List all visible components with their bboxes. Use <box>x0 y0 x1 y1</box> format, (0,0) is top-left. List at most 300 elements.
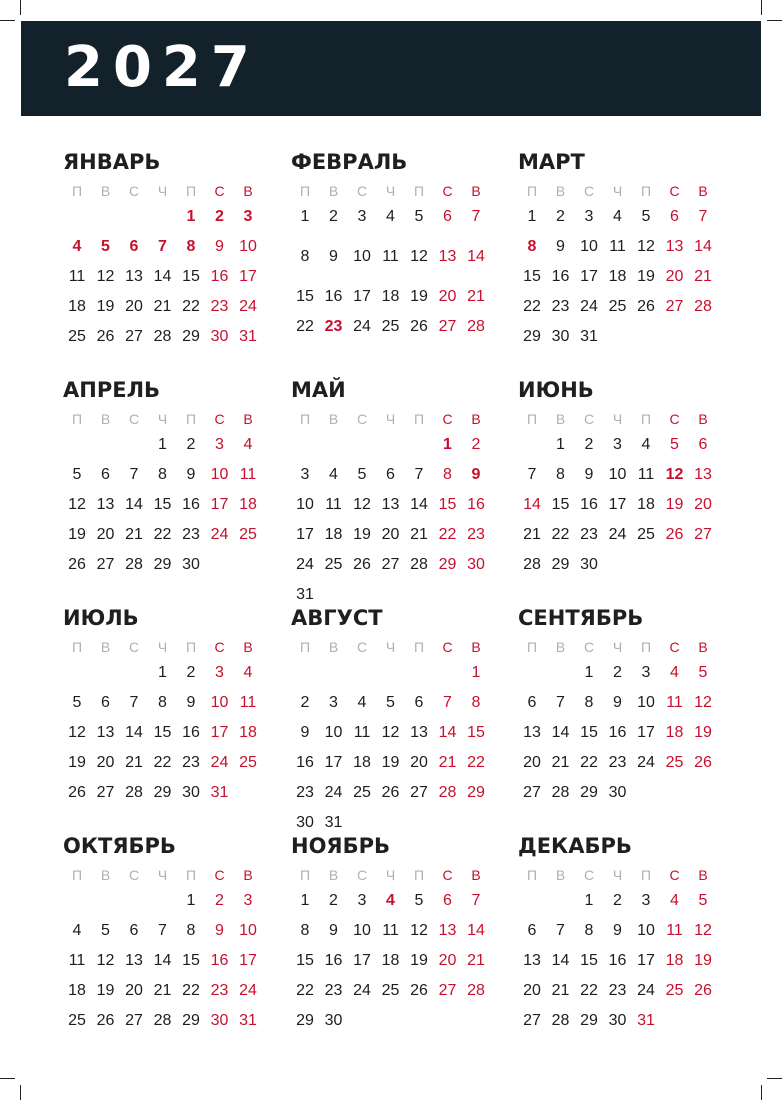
day-cell: 6 <box>129 922 139 939</box>
day-cell: 7 <box>698 208 708 225</box>
weekday-header: П <box>640 867 652 883</box>
weekday-header: П <box>185 183 197 199</box>
day-cell: 8 <box>158 694 167 711</box>
day-cell: 29 <box>296 1012 314 1029</box>
day-cell: 24 <box>296 556 314 573</box>
day-cell: 25 <box>381 318 400 335</box>
day-cell: 30 <box>324 1012 343 1029</box>
day-cell: 18 <box>239 496 257 513</box>
day-cell: 21 <box>153 298 172 315</box>
weekday-header: В <box>328 639 339 655</box>
day-cell: 12 <box>68 496 86 513</box>
day-cell: 11 <box>353 724 371 741</box>
day-cell: 27 <box>125 1012 143 1029</box>
weekday-header: С <box>128 183 140 199</box>
day-cell: 16 <box>608 952 627 969</box>
day-cell: 9 <box>329 922 338 939</box>
day-cell: 11 <box>637 466 655 483</box>
day-cell: 3 <box>641 664 651 681</box>
day-cell: 23 <box>182 754 200 771</box>
day-cell: 29 <box>580 784 598 801</box>
day-cell: 18 <box>68 298 86 315</box>
day-cell: 17 <box>296 526 314 543</box>
day-cell: 5 <box>72 694 82 711</box>
day-cell: 25 <box>68 328 86 345</box>
month-block <box>63 834 273 1049</box>
day-cell: 3 <box>613 436 622 453</box>
day-cell: 29 <box>551 556 570 573</box>
day-cell: 18 <box>324 526 343 543</box>
weekday-header: С <box>214 183 225 199</box>
month-name: НОЯБРЬ <box>291 834 391 858</box>
weekday-header: С <box>669 639 680 655</box>
day-cell: 11 <box>239 466 257 483</box>
day-cell: 21 <box>153 982 172 999</box>
day-cell: 15 <box>438 496 457 513</box>
day-cell: 28 <box>467 982 485 999</box>
weekday-header: П <box>526 639 538 655</box>
weekday-header: С <box>214 639 225 655</box>
weekday-header: В <box>328 183 339 199</box>
weekday-header: В <box>471 183 481 199</box>
weekday-header: Ч <box>612 183 623 199</box>
weekday-header: П <box>71 411 83 427</box>
day-cell: 28 <box>523 556 541 573</box>
day-cell: 22 <box>580 754 598 771</box>
day-cell: 26 <box>410 982 428 999</box>
day-cell: 21 <box>410 526 428 543</box>
day-cell: 2 <box>186 664 196 681</box>
day-cell: 9 <box>471 466 481 483</box>
weekday-header: С <box>583 183 595 199</box>
weekday-header: П <box>413 867 425 883</box>
day-cell: 1 <box>186 208 196 225</box>
day-cell: 23 <box>551 298 570 315</box>
day-cell: 25 <box>637 526 655 543</box>
day-cell: 18 <box>381 952 400 969</box>
month-block <box>291 150 501 365</box>
day-cell: 12 <box>694 694 712 711</box>
weekday-header: П <box>71 183 83 199</box>
day-cell: 11 <box>382 922 399 939</box>
day-cell: 7 <box>129 694 139 711</box>
weekday-header: В <box>698 183 708 199</box>
day-cell: 14 <box>125 496 143 513</box>
day-cell: 2 <box>613 664 622 681</box>
day-cell: 6 <box>386 466 395 483</box>
crop-mark-bottom-right-v <box>761 1085 762 1100</box>
day-cell: 14 <box>523 496 541 513</box>
day-cell: 23 <box>296 784 314 801</box>
weekday-header: П <box>526 411 538 427</box>
day-cell: 4 <box>670 664 679 681</box>
day-cell: 12 <box>665 466 684 483</box>
day-cell: 8 <box>527 238 537 255</box>
day-cell: 14 <box>467 248 485 265</box>
day-cell: 31 <box>239 328 257 345</box>
day-cell: 22 <box>467 754 485 771</box>
month-name: ЯНВАРЬ <box>63 150 161 174</box>
day-cell: 2 <box>471 436 481 453</box>
weekday-header: П <box>299 867 311 883</box>
day-cell: 26 <box>637 298 655 315</box>
day-cell: 20 <box>125 982 143 999</box>
day-cell: 8 <box>300 248 310 265</box>
day-cell: 22 <box>438 526 457 543</box>
day-cell: 8 <box>471 694 481 711</box>
day-cell: 3 <box>641 892 651 909</box>
day-cell: 3 <box>357 208 367 225</box>
day-cell: 21 <box>125 754 143 771</box>
weekday-header: С <box>214 411 225 427</box>
day-cell: 28 <box>410 556 428 573</box>
day-cell: 9 <box>215 238 224 255</box>
day-cell: 12 <box>694 922 712 939</box>
day-cell: 13 <box>523 952 541 969</box>
day-cell: 30 <box>296 814 314 831</box>
weekday-header: В <box>471 867 481 883</box>
day-cell: 17 <box>324 754 343 771</box>
weekday-header: П <box>299 639 311 655</box>
month-block <box>518 150 728 365</box>
crop-mark-top-right-v <box>761 0 762 15</box>
day-cell: 2 <box>300 694 310 711</box>
day-cell: 4 <box>243 664 253 681</box>
day-cell: 9 <box>613 694 622 711</box>
day-cell: 28 <box>694 298 712 315</box>
day-cell: 24 <box>324 784 343 801</box>
day-cell: 23 <box>210 298 229 315</box>
day-cell: 29 <box>182 1012 200 1029</box>
day-cell: 29 <box>153 784 172 801</box>
day-cell: 6 <box>443 892 452 909</box>
day-cell: 13 <box>523 724 541 741</box>
day-cell: 24 <box>637 754 655 771</box>
day-cell: 23 <box>608 982 627 999</box>
day-cell: 28 <box>467 318 485 335</box>
day-cell: 27 <box>381 556 400 573</box>
day-cell: 9 <box>215 922 224 939</box>
day-cell: 23 <box>182 526 200 543</box>
day-cell: 18 <box>608 268 627 285</box>
weekday-header: В <box>471 639 481 655</box>
day-cell: 30 <box>467 556 485 573</box>
day-cell: 22 <box>182 982 200 999</box>
day-cell: 19 <box>637 268 655 285</box>
weekday-header: С <box>669 411 680 427</box>
day-cell: 13 <box>125 268 143 285</box>
day-cell: 17 <box>239 952 257 969</box>
day-cell: 3 <box>329 694 338 711</box>
day-cell: 6 <box>101 466 110 483</box>
day-cell: 9 <box>556 238 565 255</box>
day-cell: 7 <box>556 694 565 711</box>
day-cell: 15 <box>296 288 314 305</box>
day-cell: 25 <box>324 556 343 573</box>
day-cell: 1 <box>158 436 167 453</box>
weekday-header: С <box>128 411 140 427</box>
day-cell: 17 <box>580 268 598 285</box>
day-cell: 25 <box>381 982 400 999</box>
day-cell: 1 <box>527 208 537 225</box>
day-cell: 27 <box>523 784 541 801</box>
day-cell: 18 <box>665 724 684 741</box>
day-cell: 30 <box>608 784 627 801</box>
weekday-header: В <box>471 411 481 427</box>
day-cell: 28 <box>153 1012 172 1029</box>
day-cell: 29 <box>438 556 457 573</box>
day-cell: 27 <box>665 298 684 315</box>
day-cell: 16 <box>210 952 229 969</box>
day-cell: 13 <box>96 724 115 741</box>
day-cell: 21 <box>467 952 485 969</box>
day-cell: 15 <box>182 952 200 969</box>
day-cell: 11 <box>68 268 86 285</box>
weekday-header: Ч <box>385 183 396 199</box>
weekday-header: П <box>71 639 83 655</box>
day-cell: 3 <box>300 466 310 483</box>
day-cell: 1 <box>584 664 594 681</box>
day-cell: 22 <box>153 754 172 771</box>
day-cell: 1 <box>300 892 310 909</box>
weekday-header: С <box>442 639 453 655</box>
day-cell: 18 <box>637 496 655 513</box>
day-cell: 7 <box>414 466 424 483</box>
weekday-header: В <box>698 867 708 883</box>
day-cell: 12 <box>353 496 371 513</box>
day-cell: 13 <box>438 922 457 939</box>
day-cell: 23 <box>324 318 343 335</box>
day-cell: 21 <box>467 288 485 305</box>
day-cell: 17 <box>353 288 371 305</box>
weekday-header: Ч <box>385 639 396 655</box>
month-block <box>518 834 728 1049</box>
day-cell: 4 <box>670 892 679 909</box>
day-cell: 13 <box>381 496 400 513</box>
day-cell: 27 <box>96 784 115 801</box>
day-cell: 28 <box>125 784 143 801</box>
day-cell: 27 <box>694 526 712 543</box>
day-cell: 13 <box>438 248 457 265</box>
weekday-header: В <box>243 867 253 883</box>
day-cell: 9 <box>613 922 622 939</box>
day-cell: 25 <box>353 784 371 801</box>
day-cell: 15 <box>467 724 485 741</box>
day-cell: 15 <box>182 268 200 285</box>
day-cell: 20 <box>694 496 712 513</box>
day-cell: 14 <box>694 238 712 255</box>
day-cell: 4 <box>386 208 395 225</box>
day-cell: 29 <box>523 328 541 345</box>
month-block <box>63 150 273 365</box>
weekday-header: П <box>640 411 652 427</box>
day-cell: 5 <box>641 208 651 225</box>
day-cell: 9 <box>300 724 310 741</box>
day-cell: 14 <box>467 922 485 939</box>
weekday-header: В <box>243 183 253 199</box>
day-cell: 26 <box>410 318 428 335</box>
day-cell: 19 <box>410 288 428 305</box>
day-cell: 28 <box>153 328 172 345</box>
day-cell: 19 <box>665 496 684 513</box>
day-cell: 15 <box>580 952 598 969</box>
crop-mark-bottom-right <box>767 1078 782 1079</box>
day-cell: 19 <box>353 526 371 543</box>
day-cell: 4 <box>613 208 622 225</box>
day-cell: 16 <box>551 268 570 285</box>
day-cell: 31 <box>324 814 343 831</box>
day-cell: 2 <box>215 208 224 225</box>
day-cell: 28 <box>551 1012 570 1029</box>
day-cell: 11 <box>609 238 626 255</box>
day-cell: 7 <box>556 922 565 939</box>
weekday-header: С <box>356 411 368 427</box>
month-name: ИЮЛЬ <box>63 606 139 630</box>
day-cell: 8 <box>443 466 452 483</box>
weekday-header: В <box>698 639 708 655</box>
day-cell: 7 <box>129 466 139 483</box>
day-cell: 31 <box>296 586 314 603</box>
weekday-header: С <box>583 411 595 427</box>
day-cell: 13 <box>665 238 684 255</box>
day-cell: 4 <box>72 922 82 939</box>
day-cell: 1 <box>584 892 594 909</box>
weekday-header: С <box>128 867 140 883</box>
day-cell: 5 <box>72 466 82 483</box>
weekday-header: П <box>526 867 538 883</box>
day-cell: 6 <box>414 694 424 711</box>
day-cell: 22 <box>153 526 172 543</box>
weekday-header: П <box>640 183 652 199</box>
month-name: АВГУСТ <box>291 606 383 630</box>
day-cell: 4 <box>329 466 338 483</box>
month-name: ИЮНЬ <box>518 378 594 402</box>
day-cell: 16 <box>296 754 314 771</box>
day-cell: 26 <box>68 784 86 801</box>
day-cell: 18 <box>239 724 257 741</box>
day-cell: 20 <box>438 952 457 969</box>
day-cell: 18 <box>353 754 371 771</box>
day-cell: 6 <box>670 208 679 225</box>
day-cell: 16 <box>608 724 627 741</box>
day-cell: 7 <box>471 208 481 225</box>
day-cell: 6 <box>443 208 452 225</box>
day-cell: 26 <box>68 556 86 573</box>
day-cell: 24 <box>353 982 371 999</box>
day-cell: 16 <box>467 496 485 513</box>
day-cell: 24 <box>210 754 229 771</box>
day-cell: 26 <box>353 556 371 573</box>
day-cell: 22 <box>523 298 541 315</box>
day-cell: 20 <box>96 754 115 771</box>
day-cell: 11 <box>325 496 342 513</box>
day-cell: 24 <box>239 298 257 315</box>
weekday-header: П <box>413 639 425 655</box>
day-cell: 9 <box>329 248 338 265</box>
day-cell: 22 <box>551 526 570 543</box>
weekday-header: В <box>100 183 111 199</box>
day-cell: 5 <box>670 436 679 453</box>
day-cell: 6 <box>527 922 537 939</box>
weekday-header: В <box>555 639 566 655</box>
month-name: АПРЕЛЬ <box>63 378 161 402</box>
day-cell: 20 <box>523 982 541 999</box>
day-cell: 25 <box>665 754 684 771</box>
day-cell: 12 <box>410 248 428 265</box>
day-cell: 10 <box>239 238 257 255</box>
day-cell: 17 <box>637 724 655 741</box>
weekday-header: Ч <box>612 411 623 427</box>
month-block <box>518 606 728 821</box>
day-cell: 20 <box>96 526 115 543</box>
day-cell: 25 <box>608 298 627 315</box>
month-block <box>518 378 728 593</box>
weekday-header: Ч <box>612 639 623 655</box>
day-cell: 20 <box>381 526 400 543</box>
crop-mark-bottom-left-v <box>20 1085 21 1100</box>
day-cell: 15 <box>296 952 314 969</box>
day-cell: 20 <box>665 268 684 285</box>
day-cell: 22 <box>580 982 598 999</box>
weekday-header: В <box>243 411 253 427</box>
day-cell: 8 <box>584 694 594 711</box>
month-block <box>63 606 273 821</box>
day-cell: 7 <box>471 892 481 909</box>
day-cell: 17 <box>637 952 655 969</box>
day-cell: 30 <box>210 328 229 345</box>
day-cell: 24 <box>239 982 257 999</box>
day-cell: 28 <box>551 784 570 801</box>
day-cell: 12 <box>68 724 86 741</box>
day-cell: 16 <box>210 268 229 285</box>
weekday-header: П <box>185 411 197 427</box>
day-cell: 31 <box>239 1012 257 1029</box>
day-cell: 16 <box>324 288 343 305</box>
month-block <box>291 834 501 1049</box>
day-cell: 6 <box>101 694 110 711</box>
day-cell: 17 <box>608 496 627 513</box>
day-cell: 24 <box>210 526 229 543</box>
day-cell: 8 <box>186 922 196 939</box>
day-cell: 24 <box>353 318 371 335</box>
day-cell: 5 <box>101 922 110 939</box>
day-cell: 30 <box>580 556 598 573</box>
day-cell: 29 <box>182 328 200 345</box>
weekday-header: П <box>299 411 311 427</box>
day-cell: 3 <box>243 892 253 909</box>
weekday-header: П <box>185 867 197 883</box>
day-cell: 5 <box>101 238 110 255</box>
day-cell: 5 <box>698 664 708 681</box>
day-cell: 11 <box>666 922 683 939</box>
day-cell: 2 <box>215 892 224 909</box>
day-cell: 4 <box>641 436 651 453</box>
weekday-header: В <box>100 639 111 655</box>
day-cell: 8 <box>186 238 196 255</box>
weekday-header: С <box>442 411 453 427</box>
day-cell: 15 <box>523 268 541 285</box>
weekday-header: Ч <box>385 411 396 427</box>
day-cell: 27 <box>523 1012 541 1029</box>
weekday-header: Ч <box>157 183 168 199</box>
day-cell: 2 <box>556 208 565 225</box>
day-cell: 2 <box>329 892 338 909</box>
day-cell: 3 <box>215 436 224 453</box>
day-cell: 19 <box>96 982 115 999</box>
day-cell: 16 <box>182 724 200 741</box>
weekday-header: С <box>356 183 368 199</box>
day-cell: 10 <box>353 922 371 939</box>
